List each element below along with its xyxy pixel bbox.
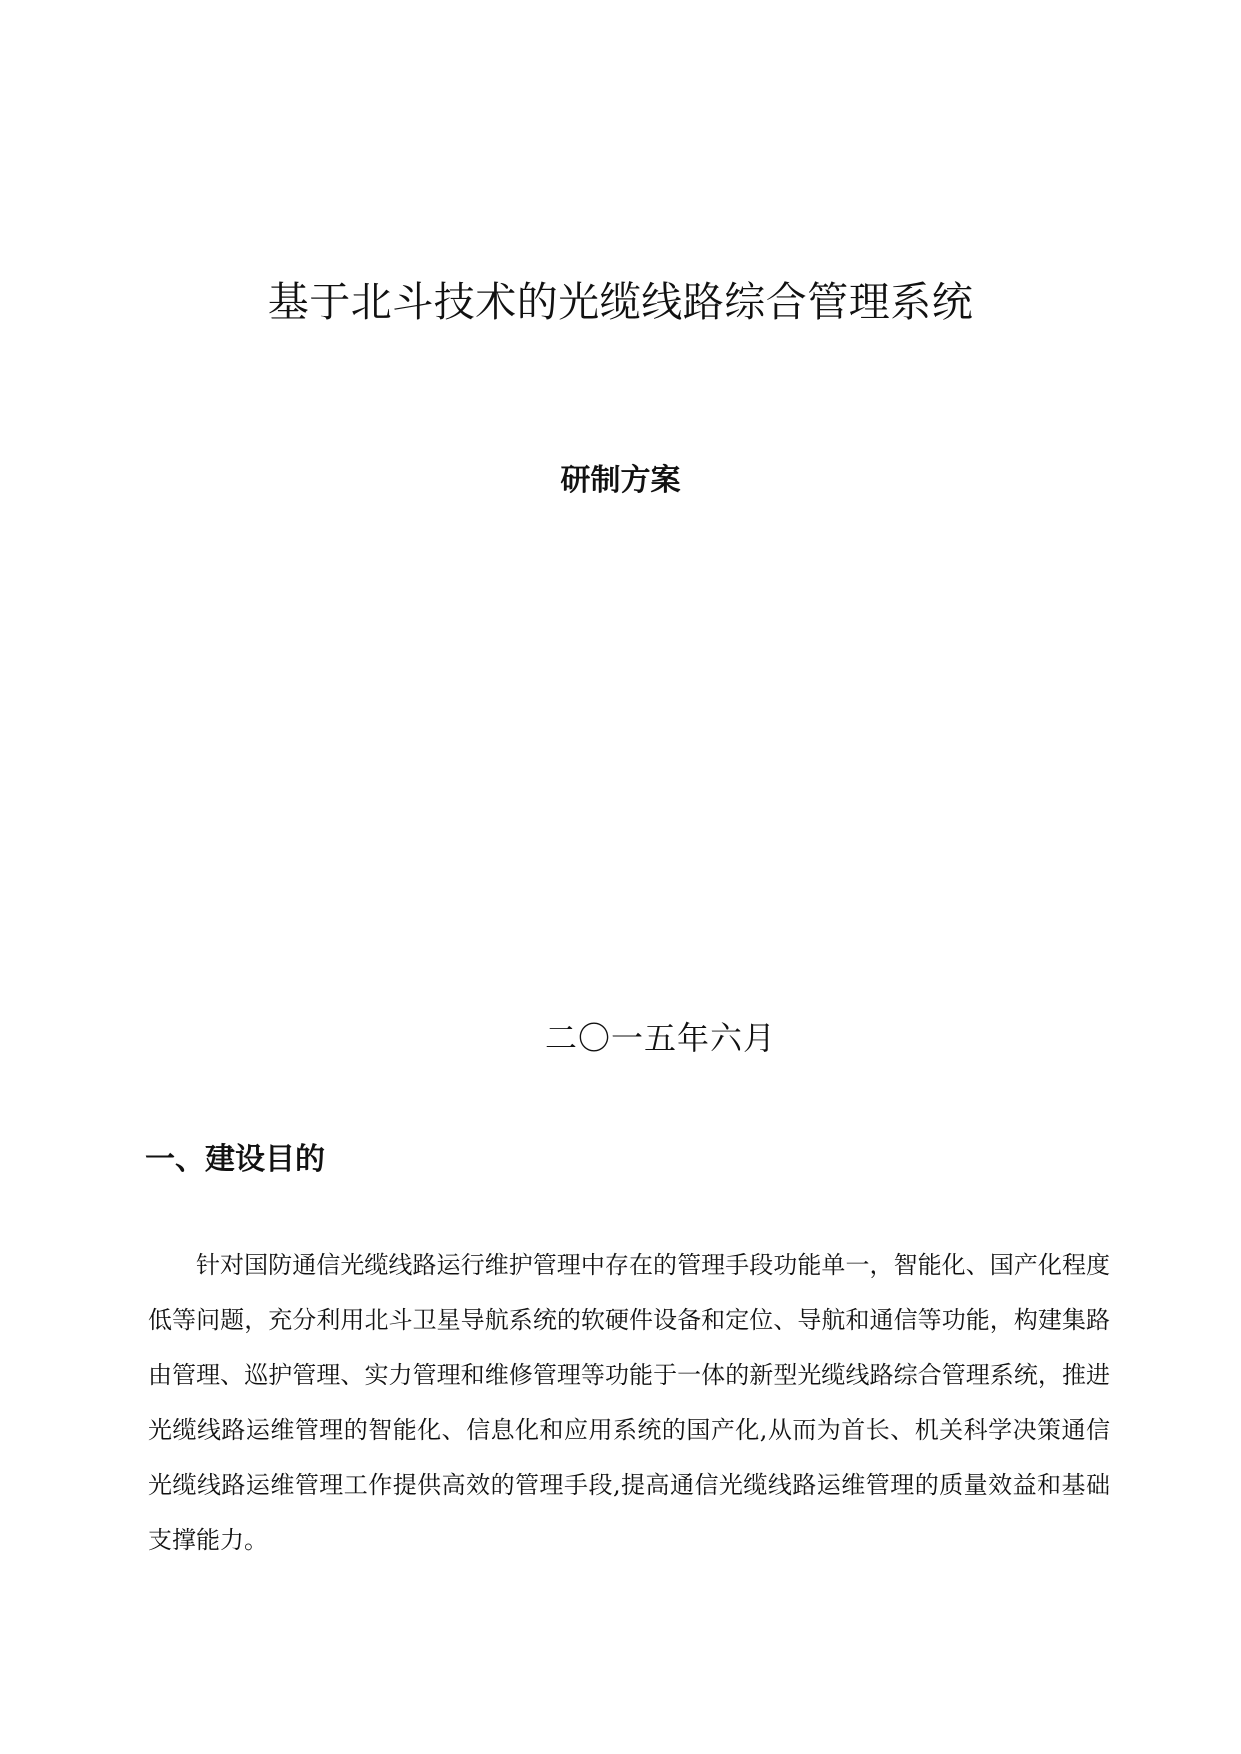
section-heading: 一、建设目的 — [145, 1142, 325, 1177]
body-paragraph: 针对国防通信光缆线路运行维护管理中存在的管理手段功能单一，智能化、国产化程度低等问题，充分利用北斗卫星导航系统的软硬件设备和定位、导航和通信等功能，构建集路由管理、巡护管理、实力管理和维修管理等功能于一体的新型光缆线路综合管理系统，推进光缆线路运维管理的智能化、信息化和应用系统的国产化,从而为首长、机关科学决策通信光缆线路运维管理工作提供高效的管理手段,提高通信光缆线路运维管理的质量效益和基础支撑能力。 — [148, 1251, 1110, 1554]
document-subtitle: 研制方案 — [560, 463, 681, 498]
document-date: 二〇一五年六月 — [545, 1019, 777, 1057]
document-title: 基于北斗技术的光缆线路综合管理系统 — [267, 278, 974, 326]
